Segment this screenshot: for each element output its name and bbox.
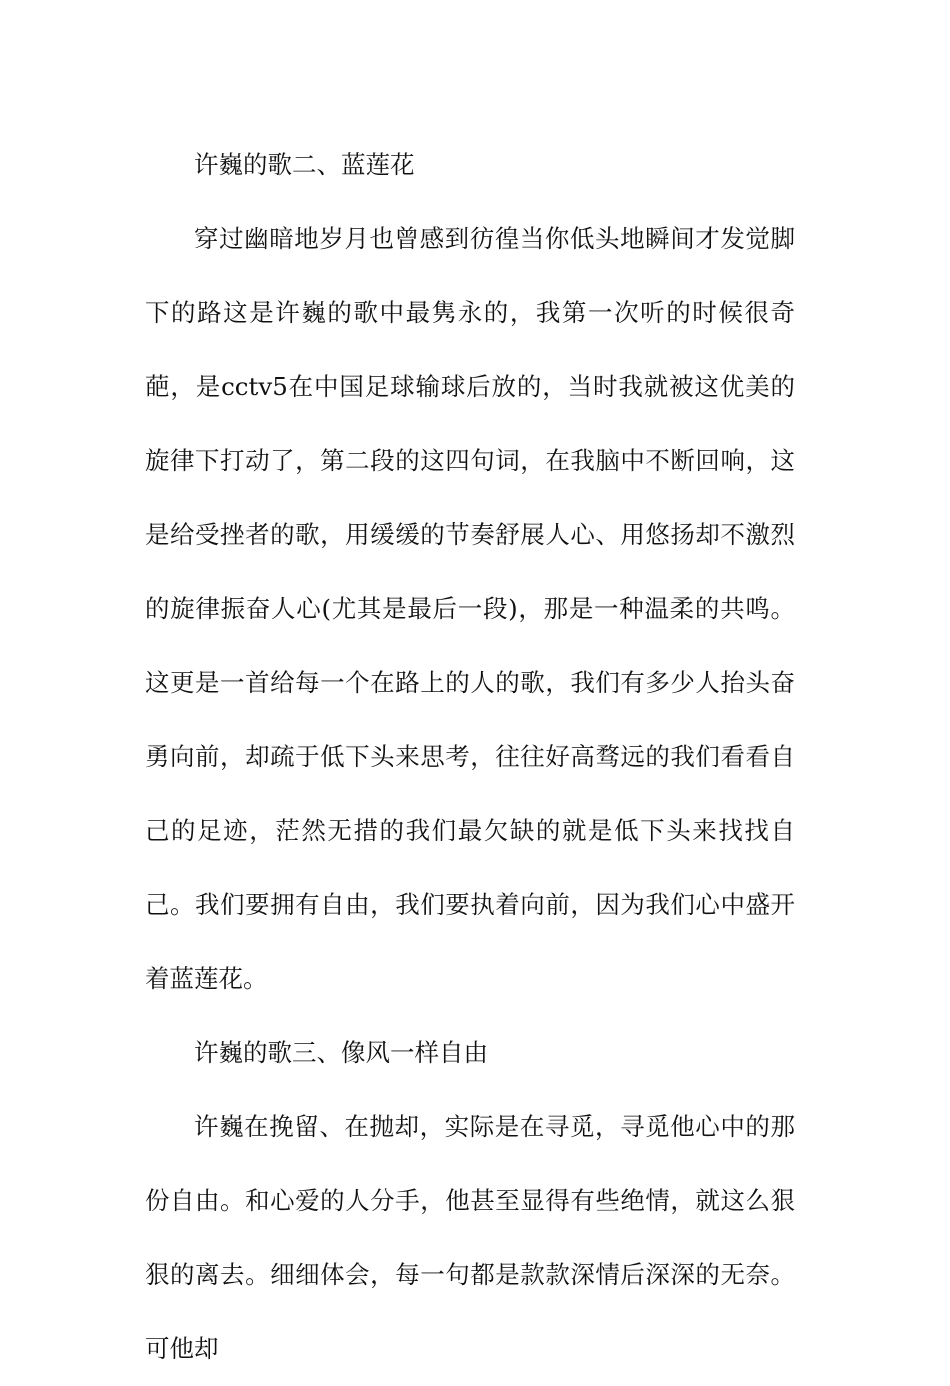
section-paragraph-2: 穿过幽暗地岁月也曾感到彷徨当你低头地瞬间才发觉脚下的路这是许巍的歌中最隽永的，我第一次听的时候很奇葩，是cctv5在中国足球输球后放的，当时我就被这优美的旋律下打动了，第二段的这四句词，在我脑中不断回响，这是给受挫者的歌，用缓缓的节奏舒展人心、用悠扬却不激烈的旋律振奋人心(尤其是最后一段)，那是一种温柔的共鸣。这更是一首给每一个在路上的人的歌，我们有多少人抬头奋勇向前，却疏于低下头来思考，往往好高骛远的我们看看自己的足迹，茫然无措的我们最欠缺的就是低下头来找找自己。我们要拥有自由，我们要执着向前，因为我们心中盛开着蓝莲花。 bbox=[145, 224, 795, 993]
document-body bbox=[145, 128, 795, 1386]
section-heading-2: 许巍的歌二、蓝莲花 bbox=[194, 150, 415, 179]
section-heading-3: 许巍的歌三、像风一样自由 bbox=[194, 1038, 488, 1067]
section-paragraph-3: 许巍在挽留、在抛却，实际是在寻觅，寻觅他心中的那份自由。和心爱的人分手，他甚至显得有些绝情，就这么狠狠的离去。细细体会，每一句都是款款深情后深深的无奈。可他却 bbox=[145, 1112, 795, 1363]
